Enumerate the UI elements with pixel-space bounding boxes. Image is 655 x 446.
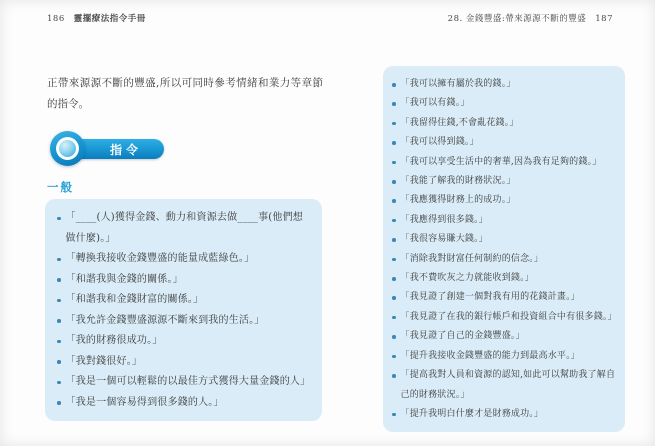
quote-text: 「我可以享受生活中的奢華,因為我有足夠的錢。」 bbox=[400, 156, 602, 167]
quote-item bbox=[392, 211, 620, 230]
quote-item bbox=[57, 372, 311, 393]
quote-text: 「轉換我接收金錢豐盛的能量成藍綠色。」 bbox=[65, 253, 255, 264]
left-page-number: 186 bbox=[47, 14, 65, 24]
quote-text: 「我允許金錢豐盛源源不斷來到我的生活。」 bbox=[65, 314, 265, 326]
quote-text: 「我很容易賺大錢。」 bbox=[400, 234, 489, 245]
quote-item bbox=[57, 290, 311, 311]
quote-item bbox=[392, 327, 620, 346]
quote-item bbox=[392, 347, 620, 366]
quote-text: 「我是一個可以輕鬆的以最佳方式獲得大量金錢的人」 bbox=[65, 376, 311, 387]
bullet-icon bbox=[57, 401, 61, 405]
quote-text: 「我的財務很成功。」 bbox=[65, 335, 163, 346]
command-badge bbox=[50, 131, 170, 167]
bullet-icon bbox=[392, 258, 396, 262]
bullet-icon bbox=[57, 340, 61, 344]
bullet-icon bbox=[57, 381, 61, 385]
quote-text: 「我見證了自己的金錢豐盛。」 bbox=[400, 331, 525, 342]
bullet-icon bbox=[57, 278, 61, 282]
quote-text: 「消除我對財富任何制約的信念。」 bbox=[400, 253, 544, 264]
left-quote-box bbox=[45, 199, 322, 421]
bullet-icon bbox=[57, 319, 61, 323]
bullet-icon bbox=[392, 83, 396, 87]
quote-text: 「提高我對人員和資源的認知,如此可以幫助我了解自己的財務狀況。」 bbox=[400, 370, 616, 400]
quote-text: 「和諧我與金錢的關係。」 bbox=[65, 273, 183, 285]
quote-item bbox=[57, 331, 311, 352]
bullet-icon bbox=[57, 217, 61, 221]
quote-text: 「提升我明白什麼才是財務成功。」 bbox=[400, 408, 544, 419]
quote-text: 「提升我接收金錢豐盛的能力到最高水平。」 bbox=[400, 350, 581, 361]
right-page-header bbox=[448, 12, 613, 24]
quote-text: 「我可以有錢。」 bbox=[400, 98, 470, 109]
quote-item bbox=[57, 249, 311, 270]
quote-text: 「我不費吹灰之力就能收到錢。」 bbox=[400, 273, 535, 284]
quote-text: 「我見證了在我的銀行帳戶和投資組合中有很多錢。」 bbox=[400, 311, 617, 322]
bullet-icon bbox=[57, 258, 61, 262]
bullet-icon bbox=[392, 122, 396, 126]
quote-item bbox=[392, 230, 620, 249]
chapter-title: 28. 金錢豐盛:帶來源源不斷的豐盛 bbox=[447, 14, 587, 24]
bullet-icon bbox=[57, 299, 61, 303]
quote-item bbox=[57, 311, 311, 332]
bullet-icon bbox=[392, 161, 396, 165]
quote-text: 「我應得到很多錢。」 bbox=[400, 214, 489, 225]
quote-item bbox=[392, 366, 620, 405]
intro-paragraph: 正帶來源源不斷的豐盛,所以可同時參考情緒和業力等章節的指令。 bbox=[47, 76, 323, 110]
quote-item bbox=[392, 75, 620, 94]
quote-item bbox=[392, 269, 620, 288]
bullet-icon bbox=[392, 141, 396, 145]
quote-item bbox=[392, 405, 620, 424]
bullet-icon bbox=[392, 199, 396, 203]
quote-item bbox=[57, 270, 311, 291]
quote-item bbox=[392, 133, 620, 152]
quote-item bbox=[392, 191, 620, 210]
right-quote-box bbox=[383, 66, 625, 432]
quote-text: 「我見證了創建一個對我有用的花錢計畫。」 bbox=[400, 292, 581, 303]
bullet-icon bbox=[392, 355, 396, 359]
bullet-icon bbox=[392, 413, 396, 417]
quote-text: 「我留得住錢,不會亂花錢。」 bbox=[400, 117, 519, 128]
book-title: 靈擺療法指令手冊 bbox=[73, 14, 146, 24]
quote-text: 「我應獲得財務上的成功。」 bbox=[400, 195, 516, 206]
bullet-icon bbox=[392, 102, 396, 106]
quote-item bbox=[57, 352, 311, 373]
quote-item bbox=[392, 153, 620, 172]
quote-item bbox=[392, 288, 620, 307]
pendulum-ring-inner bbox=[59, 140, 76, 157]
right-page-number: 187 bbox=[595, 14, 613, 24]
quote-text: 「和諧我和金錢財富的關係。」 bbox=[65, 294, 204, 305]
quote-item bbox=[392, 94, 620, 113]
quote-item bbox=[57, 393, 311, 414]
quote-text: 「我可以得到錢。」 bbox=[400, 137, 479, 148]
quote-text: 「____(人)獲得金錢、動力和資源去做____事(他們想做什麼)。」 bbox=[65, 212, 304, 244]
quote-item bbox=[392, 308, 620, 327]
bullet-icon bbox=[392, 296, 396, 300]
bullet-icon bbox=[392, 374, 396, 378]
command-badge-label: 指令 bbox=[109, 142, 142, 157]
quote-text: 「我是一個容易得到很多錢的人。」 bbox=[65, 396, 224, 408]
quote-item bbox=[392, 114, 620, 133]
quote-item bbox=[392, 250, 620, 269]
command-badge-pill bbox=[76, 139, 164, 159]
quote-item bbox=[392, 172, 620, 191]
quote-text: 「我可以擁有屬於我的錢。」 bbox=[400, 79, 516, 89]
quote-text: 「我對錢很好。」 bbox=[65, 355, 143, 367]
bullet-icon bbox=[392, 180, 396, 184]
bullet-icon bbox=[57, 360, 61, 364]
bullet-icon bbox=[392, 277, 396, 281]
quote-item bbox=[57, 208, 311, 249]
left-page-header bbox=[47, 12, 146, 24]
bullet-icon bbox=[392, 219, 396, 223]
bullet-icon bbox=[392, 238, 396, 242]
section-title-general: 一般 bbox=[47, 180, 74, 194]
quote-text: 「我能了解我的財務狀況。」 bbox=[400, 176, 516, 187]
bullet-icon bbox=[392, 335, 396, 339]
bullet-icon bbox=[392, 316, 396, 320]
